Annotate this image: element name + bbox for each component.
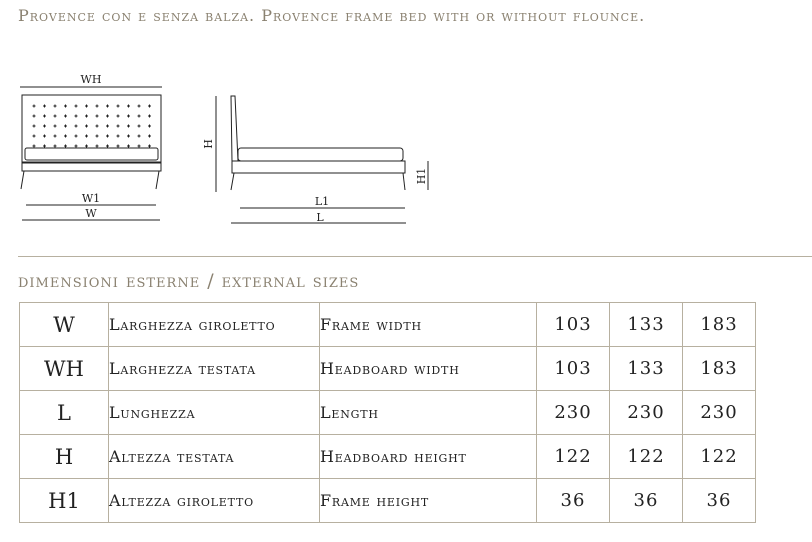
mattress-side-outline: [238, 148, 403, 161]
section-divider: [18, 256, 812, 257]
dimension-value: 122: [537, 435, 610, 479]
table-row: [20, 479, 756, 523]
page-title: Provence con e senza balza. Provence frame bed with or without flounce.: [18, 6, 646, 25]
headboard-tufting: [33, 105, 152, 148]
left-leg: [21, 171, 24, 189]
label-wh: WH: [80, 73, 102, 86]
label-w: W: [85, 207, 97, 220]
dimension-value: 133: [610, 303, 683, 347]
label-h: H: [202, 139, 215, 149]
italian-label: Larghezza testata: [109, 347, 320, 391]
headboard-side-outline: [231, 96, 238, 161]
dimension-symbol: H1: [20, 479, 109, 523]
table-row: [20, 303, 756, 347]
italian-label: Larghezza giroletto: [109, 303, 320, 347]
english-label: Frame height: [320, 479, 537, 523]
dimension-value: 103: [537, 303, 610, 347]
side-leg-back: [403, 173, 405, 190]
italian-label: Lunghezza: [109, 391, 320, 435]
dimension-symbol: L: [20, 391, 109, 435]
english-label: Frame width: [320, 303, 537, 347]
frame-side-outline: [232, 161, 405, 173]
dimension-value: 103: [537, 347, 610, 391]
table-row: [20, 391, 756, 435]
italian-label: Altezza giroletto: [109, 479, 320, 523]
dimension-symbol: W: [20, 303, 109, 347]
dimension-value: 183: [683, 303, 756, 347]
dimension-value: 230: [683, 391, 756, 435]
table-row: [20, 435, 756, 479]
label-l: L: [316, 211, 324, 224]
english-label: Headboard height: [320, 435, 537, 479]
dimension-value: 183: [683, 347, 756, 391]
dimension-value: 133: [610, 347, 683, 391]
italian-label: Altezza testata: [109, 435, 320, 479]
dimension-symbol: WH: [20, 347, 109, 391]
english-label: Headboard width: [320, 347, 537, 391]
right-leg: [156, 171, 159, 189]
label-h1: H1: [415, 167, 428, 185]
dimension-value: 36: [610, 479, 683, 523]
dimension-value: 36: [683, 479, 756, 523]
dimension-value: 122: [610, 435, 683, 479]
dimension-value: 230: [610, 391, 683, 435]
table-row: [20, 347, 756, 391]
dimensions-table: [19, 302, 756, 523]
side-leg-front: [231, 173, 234, 190]
mattress-outline: [25, 148, 158, 160]
dimension-symbol: H: [20, 435, 109, 479]
dimension-value: 36: [537, 479, 610, 523]
headboard-outline: [22, 95, 161, 163]
dimension-value: 230: [537, 391, 610, 435]
label-w1: W1: [81, 192, 101, 205]
bed-diagrams: [0, 60, 460, 240]
english-label: Length: [320, 391, 537, 435]
label-l1: L1: [314, 195, 330, 208]
section-title: dimensioni esterne / external sizes: [18, 270, 360, 292]
dimension-value: 122: [683, 435, 756, 479]
